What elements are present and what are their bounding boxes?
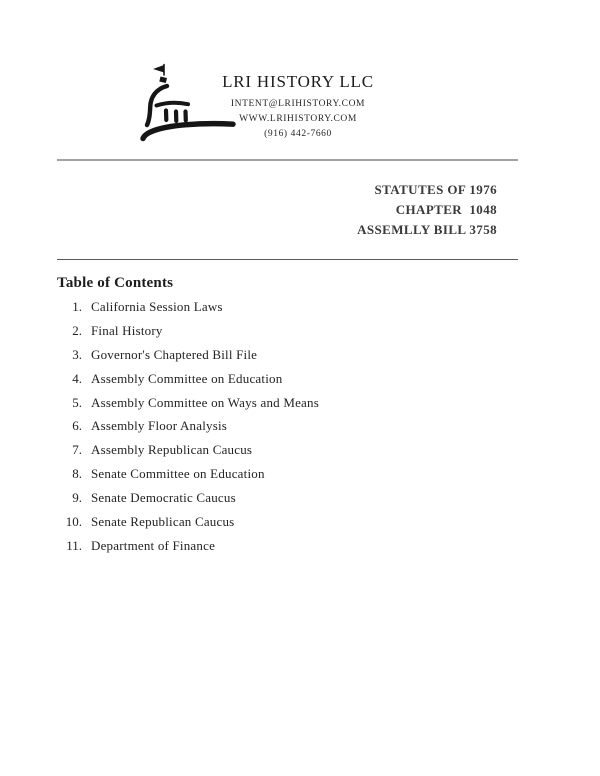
statutes-block: [357, 180, 497, 240]
toc-item-number: 6.: [72, 418, 82, 434]
toc-item-label: Senate Republican Caucus: [91, 514, 235, 530]
toc-item-label: Assembly Republican Caucus: [91, 442, 253, 458]
horizontal-rule-bottom: [57, 259, 518, 260]
toc-item-label: Governor's Chaptered Bill File: [91, 346, 258, 362]
toc-item-label: Senate Democratic Caucus: [91, 490, 236, 506]
toc-item-number: 9.: [72, 490, 82, 506]
statutes-year: STATUTES OF 1976: [374, 182, 497, 197]
toc-item-number: 1.: [72, 299, 82, 314]
toc-list: [56, 299, 496, 562]
company-website: WWW.LRIHISTORY.COM: [239, 114, 357, 124]
toc-item: [56, 442, 496, 466]
toc-item: [56, 371, 496, 395]
toc-title: Table of Contents: [57, 275, 174, 291]
toc-item: [56, 466, 496, 490]
toc-item-label: Assembly Committee on Ways and Means: [91, 394, 319, 410]
statutes-chapter: CHAPTER 1048: [395, 202, 497, 217]
toc-item-number: 5.: [72, 394, 82, 410]
toc-item-number: 4.: [72, 370, 82, 386]
toc-item-number: 3.: [72, 346, 82, 362]
toc-item-number: 8.: [72, 466, 82, 482]
statutes-bill: ASSEMLLY BILL 3758: [357, 222, 497, 237]
toc-item: [56, 323, 496, 347]
toc-item-number: 7.: [72, 442, 82, 458]
toc-item: [56, 490, 496, 514]
company-phone: (916) 442-7660: [264, 129, 332, 139]
toc-item: [56, 514, 496, 538]
horizontal-rule-top: [57, 159, 518, 161]
toc-item-number: 10.: [65, 514, 82, 530]
toc-item-label: Final History: [91, 322, 163, 338]
toc-item-label: Senate Committee on Education: [91, 466, 265, 482]
toc-item: [56, 395, 496, 419]
toc-item-number: 11.: [66, 537, 82, 553]
toc-item: [56, 347, 496, 371]
letterhead: [178, 72, 418, 142]
toc-item-label: Assembly Committee on Education: [91, 370, 283, 386]
toc-item: [56, 538, 496, 562]
toc-item-label: Assembly Floor Analysis: [91, 418, 228, 434]
toc-item-label: California Session Laws: [91, 299, 223, 314]
company-name: LRI HISTORY LLC: [222, 72, 374, 91]
toc-item: [56, 418, 496, 442]
toc-item: [56, 299, 496, 323]
company-email: INTENT@LRIHISTORY.COM: [230, 99, 366, 109]
toc-item-number: 2.: [72, 322, 82, 338]
toc-item-label: Department of Finance: [91, 537, 216, 553]
